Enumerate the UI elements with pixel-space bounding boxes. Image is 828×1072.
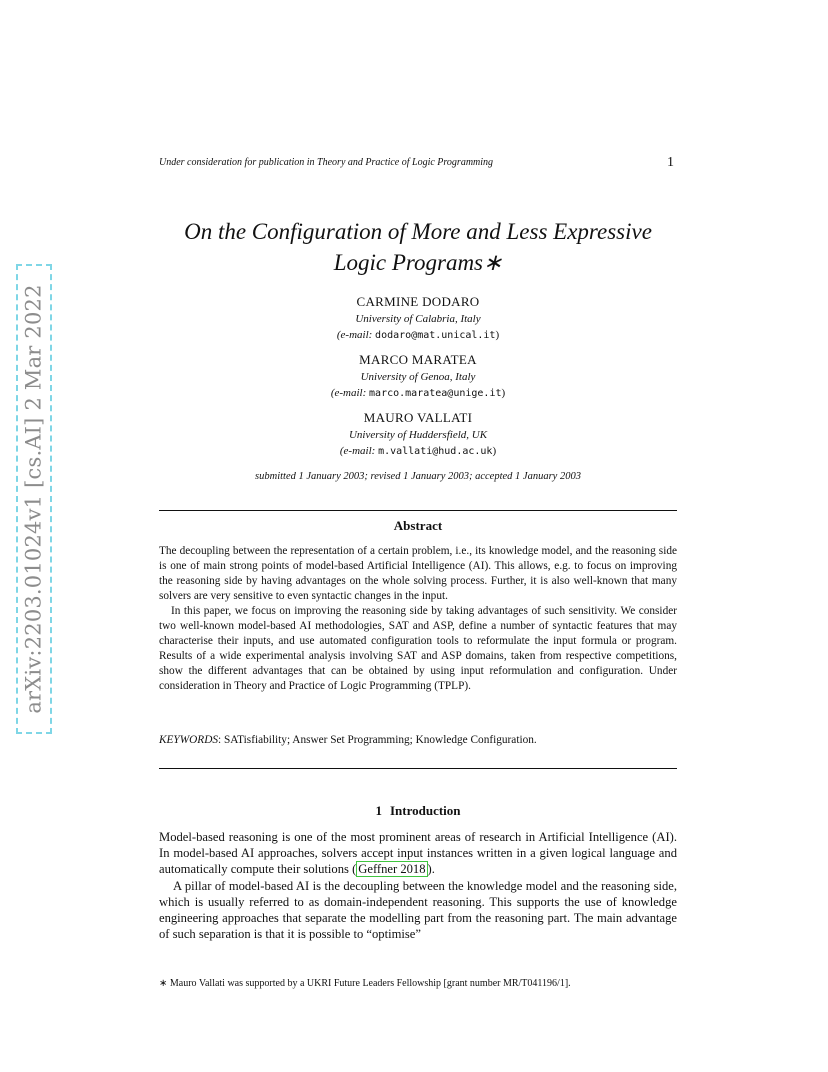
running-head: Under consideration for publication in Theory and Practice of Logic Programming (159, 157, 494, 168)
author-name: MARCO MARATEA (359, 352, 477, 367)
abstract-paragraph-2: In this paper, we focus on improving the reasoning side by taking advantages of such sensitivity. We consider two well-known model-based AI methodologies, SAT and ASP, define a number of syntactic features that may characterise their inputs, and use automated configuration tools to reformulate the input formula or program. Results of a wide experimental analysis involving SAT and ASP domains, taken from respective competitions, show the different advantages that can be obtained by using input reformulation and configuration. Under consideration in Theory and Practice of Logic Programming (TPLP). (159, 605, 677, 692)
keywords (159, 734, 677, 746)
email-label: (e-mail: (336, 329, 373, 341)
author-block-3 (159, 409, 677, 460)
author-affiliation: University of Genoa, Italy (360, 371, 476, 383)
footnote: ∗ Mauro Vallati was supported by a UKRI Future Leaders Fellowship [grant number MR/T041196/1]. (159, 978, 571, 989)
keywords-text: : SATisfiability; Answer Set Programming; Knowledge Configuration. (218, 734, 537, 746)
author-email: m.vallati@hud.ac.uk (378, 446, 493, 457)
email-close: ) (501, 387, 506, 399)
submission-dates: submitted 1 January 2003; revised 1 January 2003; accepted 1 January 2003 (255, 471, 581, 482)
author-email: dodaro@mat.unical.it (375, 330, 496, 341)
abstract-heading: Abstract (393, 518, 443, 533)
author-name: CARMINE DODARO (356, 294, 480, 309)
intro-paragraph-1 (159, 829, 677, 878)
author-name: MAURO VALLATI (363, 410, 473, 425)
author-block-1 (159, 293, 677, 344)
intro-p1-end: ). (427, 862, 435, 877)
intro-p1-text: Model-based reasoning is one of the most prominent areas of research in Artificial Intelligence (AI). In model-based AI approaches, solvers accept input instances written in a given logical language and automatically compute their solutions ( (159, 830, 677, 877)
arxiv-stamp-text: arXiv:2203.01024v1 [cs.AI] 2 Mar 2022 (22, 284, 46, 714)
title-line-2: Logic Programs∗ (333, 250, 503, 275)
intro-paragraph-2: A pillar of model-based AI is the decoupling between the knowledge model and the reasoning side, which is usually referred to as domain-independent reasoning. This supports the use of knowledge engineering approaches that separate the modelling part from the reasoning part. The main advantage of such separation is that it is possible to “optimise” (159, 878, 677, 942)
author-email-line (159, 327, 677, 344)
title-line-1: On the Configuration of More and Less Expressive (184, 219, 652, 244)
author-affiliation: University of Calabria, Italy (355, 313, 481, 325)
author-block-2 (159, 351, 677, 402)
author-email-line (159, 385, 677, 402)
section-heading (159, 803, 677, 819)
email-label: (e-mail: (339, 445, 376, 457)
citation-link[interactable]: Geffner 2018 (358, 862, 426, 877)
email-close: ) (492, 445, 497, 457)
author-affiliation: University of Huddersfield, UK (348, 429, 488, 441)
abstract-bottom-rule (159, 768, 677, 769)
author-email: marco.maratea@unige.it (369, 388, 502, 399)
section-number: 1 (375, 803, 382, 818)
page-number: 1 (667, 155, 674, 170)
abstract-top-rule (159, 510, 677, 511)
email-label: (e-mail: (330, 387, 367, 399)
email-close: ) (495, 329, 500, 341)
keywords-label: KEYWORDS (159, 734, 218, 746)
abstract-body (159, 544, 677, 694)
section-title: Introduction (389, 803, 461, 818)
author-email-line (159, 443, 677, 460)
arxiv-stamp (16, 264, 52, 734)
abstract-paragraph-1: The decoupling between the representation of a certain problem, i.e., its knowledge model, and the reasoning side is one of main strong points of model-based Artificial Intelligence (AI). This allows, e.g. to focus on improving the reasoning side by having advantages on the whole solving process. Further, it is also well-known that many solvers are very sensitive to even syntactic changes in the input. (159, 545, 677, 602)
paper-title (159, 216, 677, 278)
introduction-body (159, 829, 677, 942)
